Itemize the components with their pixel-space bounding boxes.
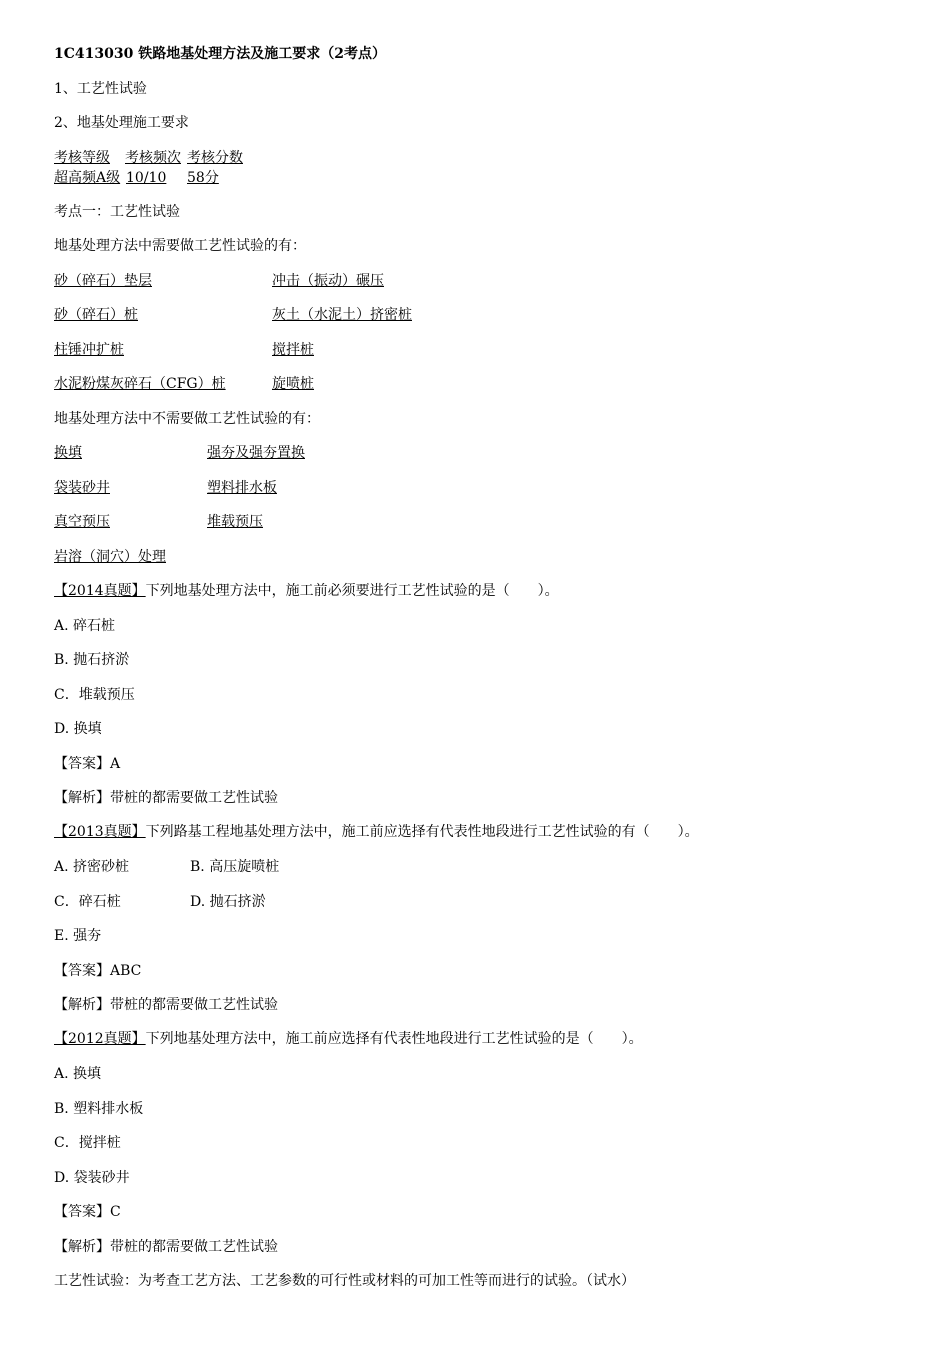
assessment-header-score: 考核分数 (187, 150, 243, 166)
method-item: 袋装砂井 (54, 480, 110, 496)
definition-line: 工艺性试验：为考查工艺方法、工艺参数的可行性或材料的可加工性等而进行的试验。（试水） (54, 1273, 635, 1289)
option-item: B. 抛石挤淤 (54, 652, 130, 668)
method-item: 砂（碎石）桩 (54, 307, 138, 323)
assessment-value-level: 超高频A级 (54, 170, 121, 186)
method-item: 灰土（水泥土）挤密桩 (272, 307, 412, 323)
list-heading: 地基处理方法中不需要做工艺性试验的有： (54, 411, 320, 427)
method-item: 砂（碎石）垫层 (54, 273, 152, 289)
analysis-line: 【解析】带桩的都需要做工艺性试验 (54, 1239, 278, 1255)
option-item: A. 碎石桩 (54, 618, 116, 634)
method-item: 岩溶（洞穴）处理 (54, 549, 166, 565)
assessment-header-level: 考核等级 (54, 150, 110, 166)
option-item: A. 挤密砂桩 (54, 859, 130, 875)
assessment-value-score: 58分 (187, 170, 219, 186)
section-title: 考点一：工艺性试验 (54, 204, 180, 220)
assessment-value-frequency: 10/10 (126, 170, 167, 186)
question-stem: 下列路基工程地基处理方法中，施工前应选择有代表性地段进行工艺性试验的有（ ）。 (145, 824, 699, 840)
option-item: B. 塑料排水板 (54, 1101, 144, 1117)
method-item: 强夯及强夯置换 (207, 445, 305, 461)
question-2012 (54, 1030, 643, 1048)
analysis-line: 【解析】带桩的都需要做工艺性试验 (54, 790, 278, 806)
outline-item: 1、工艺性试验 (54, 81, 147, 97)
list-heading: 地基处理方法中需要做工艺性试验的有： (54, 238, 306, 254)
outline-item: 2、地基处理施工要求 (54, 115, 189, 131)
option-item: A. 换填 (54, 1066, 102, 1082)
method-item: 堆载预压 (207, 514, 263, 530)
question-stem: 下列地基处理方法中，施工前应选择有代表性地段进行工艺性试验的是（ ）。 (145, 1031, 643, 1047)
question-stem: 下列地基处理方法中，施工前必须要进行工艺性试验的是（ ）。 (145, 583, 559, 599)
option-item: D. 抛石挤淤 (190, 894, 266, 910)
option-item: B. 高压旋喷桩 (190, 859, 280, 875)
question-tag: 【2013真题】 (54, 824, 146, 840)
question-tag: 【2012真题】 (54, 1031, 146, 1047)
option-item: C．碎石桩 (54, 894, 121, 910)
assessment-header-frequency: 考核频次 (125, 150, 181, 166)
method-item: 冲击（振动）碾压 (272, 273, 384, 289)
option-item: E. 强夯 (54, 928, 102, 944)
question-2013 (54, 823, 699, 841)
method-item: 换填 (54, 445, 82, 461)
option-item: C．堆载预压 (54, 687, 135, 703)
answer-line: 【答案】A (54, 756, 121, 772)
method-item: 塑料排水板 (207, 480, 277, 496)
method-item: 真空预压 (54, 514, 110, 530)
method-item: 水泥粉煤灰碎石（CFG）桩 (54, 376, 226, 392)
option-item: C．搅拌桩 (54, 1135, 121, 1151)
analysis-line: 【解析】带桩的都需要做工艺性试验 (54, 997, 278, 1013)
answer-line: 【答案】C (54, 1204, 121, 1220)
page-title: 1C413030 铁路地基处理方法及施工要求（2考点） (54, 46, 386, 62)
answer-line: 【答案】ABC (54, 963, 142, 979)
question-2014 (54, 582, 559, 600)
option-item: D. 袋装砂井 (54, 1170, 130, 1186)
option-item: D. 换填 (54, 721, 102, 737)
method-item: 搅拌桩 (272, 342, 314, 358)
method-item: 旋喷桩 (272, 376, 314, 392)
method-item: 柱锤冲扩桩 (54, 342, 124, 358)
question-tag: 【2014真题】 (54, 583, 146, 599)
